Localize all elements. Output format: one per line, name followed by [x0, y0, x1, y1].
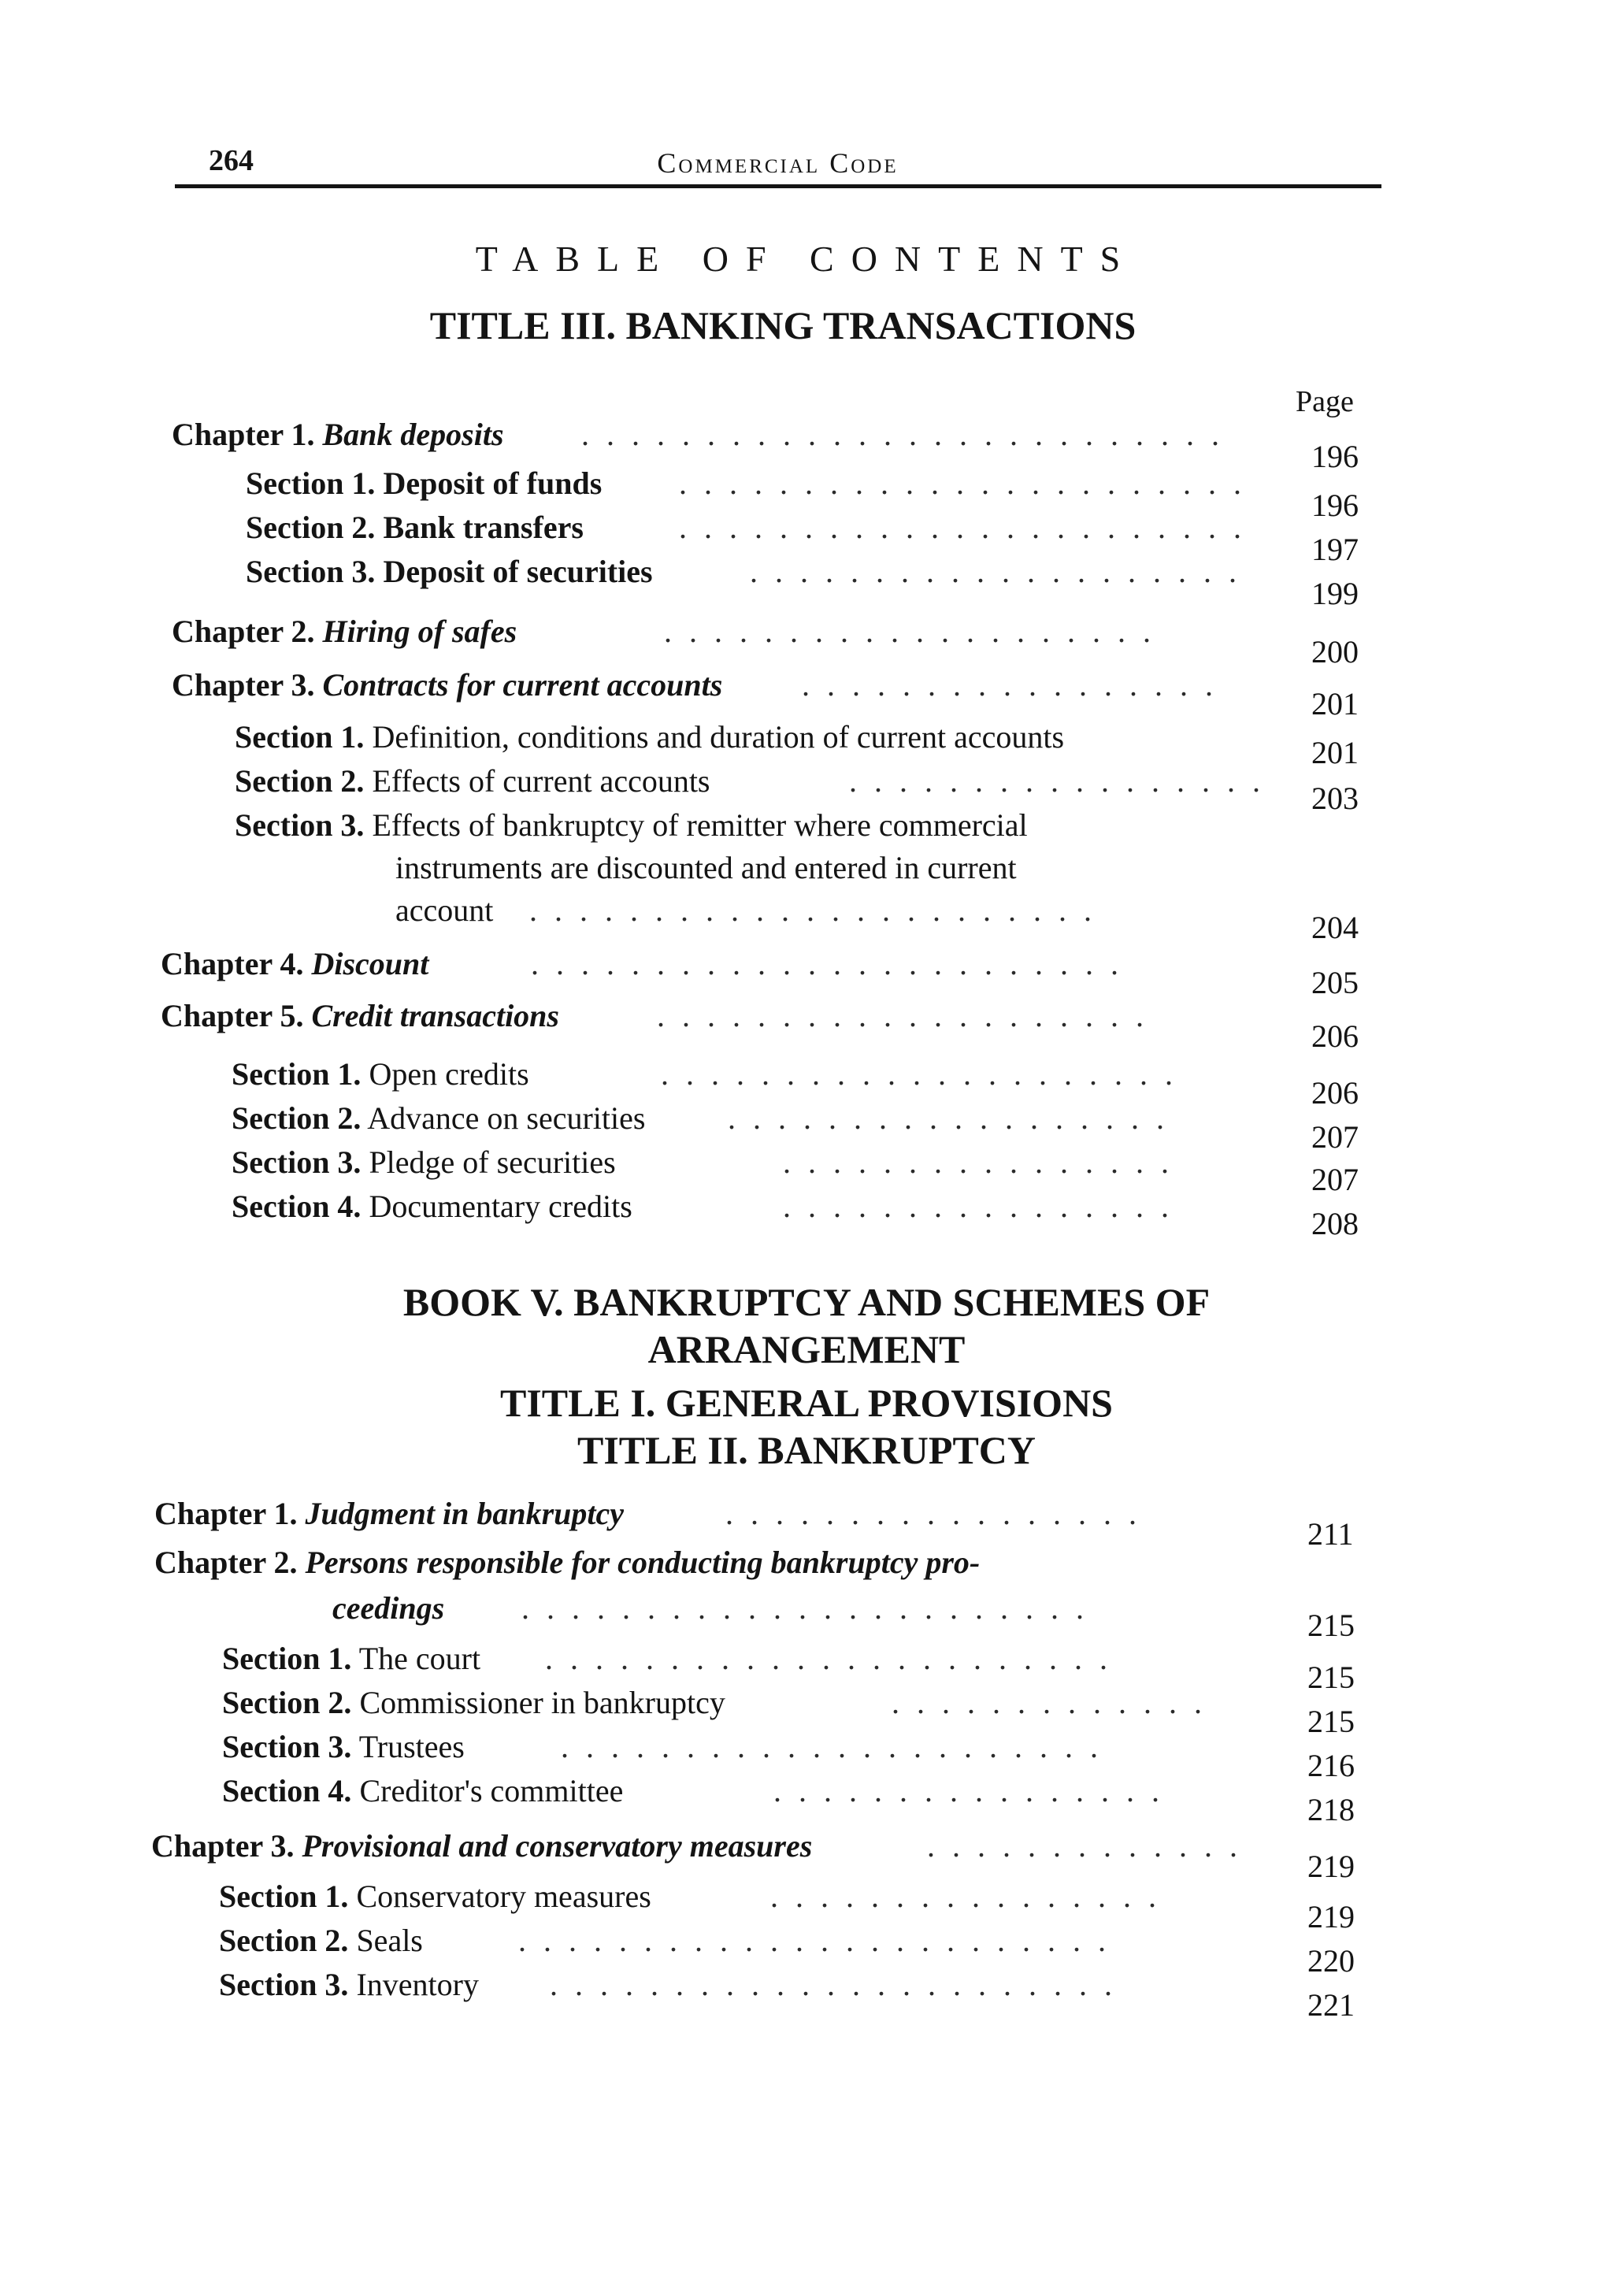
- title-heading-bankruptcy: TITLE II. BANKRUPTCY: [577, 1428, 1036, 1472]
- entry-title: Bank deposits: [322, 417, 504, 452]
- entry-title: Advance on securities: [367, 1100, 646, 1136]
- entry-kind: Chapter 3.: [151, 1828, 295, 1864]
- entry-title: Documentary credits: [369, 1189, 632, 1224]
- entry-kind: Chapter 2.: [172, 614, 315, 649]
- dot-leader: . . . . . . . . . . . . . . . . . . . . . . . . . .: [581, 417, 1224, 452]
- entry-kind: Section 3.: [232, 1144, 362, 1180]
- dot-leader: . . . . . . . . . . . . . . . . . . . . . . .: [550, 1967, 1117, 2002]
- dot-leader: . . . . . . . . . . . . . . . . . . . . .: [661, 1056, 1177, 1092]
- dot-leader: . . . . . . . . . . . . . . . .: [783, 1189, 1174, 1224]
- entry-kind: Section 1.: [219, 1879, 349, 1914]
- entry-title: Effects of current accounts: [372, 763, 710, 799]
- dot-leader: . . . . . . . . . . . . . . . . . . . . . . . .: [531, 946, 1123, 981]
- entry-title: Deposit of securities: [383, 554, 653, 589]
- entry-kind: Chapter 1.: [172, 417, 315, 452]
- dot-leader: . . . . . . . . . . . . . . . . .: [802, 667, 1218, 703]
- entry-page-number: 211: [1307, 1516, 1354, 1552]
- entry-title: Definition, conditions and duration of current accounts: [372, 719, 1065, 755]
- entry-title: Bank transfers: [383, 510, 584, 545]
- entry-kind: Chapter 1.: [154, 1496, 298, 1531]
- entry-title: Creditor's committee: [359, 1773, 624, 1808]
- running-head: [173, 140, 1382, 187]
- entry-page-number: 203: [1311, 781, 1359, 816]
- dot-leader: . . . . . . . . . . . . . . . .: [770, 1879, 1161, 1914]
- entry-page-number: 220: [1307, 1943, 1355, 1979]
- entry-title: The court: [358, 1641, 481, 1676]
- dot-leader: . . . . . . . . . . . . . . . . . . . . . . .: [679, 510, 1246, 545]
- dot-leader: . . . . . . . . . . . . . . . . . . . . . .: [561, 1729, 1103, 1764]
- dot-leader: . . . . . . . . . . . . . . . . . .: [728, 1100, 1169, 1136]
- page-number: 264: [209, 144, 254, 177]
- entry-kind: Section 3.: [235, 807, 365, 843]
- entry-page-number: 206: [1311, 1018, 1359, 1054]
- entry-kind: Section 4.: [232, 1189, 362, 1224]
- entry-title: Deposit of funds: [383, 466, 603, 501]
- dot-leader: . . . . . . . . . . . . . . . . . . . . . . .: [679, 466, 1246, 501]
- dot-leader: . . . . . . . . . . . . . . . . .: [849, 763, 1265, 799]
- entry-kind: Section 2.: [219, 1923, 349, 1958]
- entry-title: Provisional and conservatory measures: [302, 1828, 813, 1864]
- entry-page-number: 215: [1307, 1704, 1355, 1739]
- entry-title: Judgment in bankruptcy: [305, 1496, 624, 1531]
- entry-title: Effects of bankruptcy of remitter where commercial: [372, 807, 1028, 843]
- entry-page-number: 215: [1307, 1608, 1355, 1643]
- toc-heading: TABLE OF CONTENTS: [475, 239, 1138, 279]
- entry-title-continued: instruments are discounted and entered in current: [395, 850, 1017, 885]
- entry-page-number: 207: [1311, 1162, 1359, 1197]
- entry-kind: Section 1.: [222, 1641, 352, 1676]
- dot-leader: . . . . . . . . . . . . .: [927, 1828, 1242, 1864]
- entry-kind: Section 2.: [232, 1100, 362, 1136]
- entry-page-number: 201: [1311, 735, 1359, 770]
- entry-kind: Section 1.: [246, 466, 376, 501]
- entry-kind: Section 1.: [232, 1056, 362, 1092]
- entry-page-number: 196: [1311, 488, 1359, 523]
- entry-title: Inventory: [356, 1967, 479, 2002]
- entry-title: Discount: [311, 946, 429, 981]
- dot-leader: . . . . . . . . . . . . . . . . . . . . . . .: [545, 1641, 1112, 1676]
- entry-title: Commissioner in bankruptcy: [359, 1685, 725, 1720]
- entry-title-continued: ceedings: [332, 1590, 445, 1626]
- entry-kind: Section 2.: [235, 763, 365, 799]
- entry-kind: Section 3.: [222, 1729, 352, 1764]
- dot-leader: . . . . . . . . . . . . .: [892, 1685, 1207, 1720]
- entry-title: Pledge of securities: [369, 1144, 616, 1180]
- entry-kind: Section 1.: [235, 719, 365, 755]
- entry-kind: Section 2.: [246, 510, 376, 545]
- entry-page-number: 208: [1311, 1206, 1359, 1241]
- entry-kind: Chapter 4.: [161, 946, 304, 981]
- entry-page-number: 219: [1307, 1899, 1355, 1934]
- book-heading-line1: BOOK V. BANKRUPTCY AND SCHEMES OF: [402, 1280, 1211, 1324]
- entry-page-number: 215: [1307, 1660, 1355, 1695]
- entry-kind: Chapter 5.: [161, 998, 304, 1033]
- dot-leader: . . . . . . . . . . . . . . . . . . . . . . .: [521, 1590, 1088, 1626]
- entry-kind: Chapter 3.: [172, 667, 315, 703]
- dot-leader: . . . . . . . . . . . . . . . . . . . . . . .: [529, 892, 1096, 928]
- entry-title: Open credits: [369, 1056, 529, 1092]
- entry-kind: Section 3.: [219, 1967, 349, 2002]
- entry-page-number: 196: [1311, 439, 1359, 474]
- entry-title: Contracts for current accounts: [322, 667, 723, 703]
- dot-leader: . . . . . . . . . . . . . . . . . . . .: [657, 998, 1148, 1033]
- dot-leader: . . . . . . . . . . . . . . . . .: [725, 1496, 1141, 1531]
- entry-title: Persons responsible for conducting bankruptcy pro-: [305, 1545, 981, 1580]
- entry-title: Conservatory measures: [356, 1879, 651, 1914]
- entry-page-number: 221: [1307, 1987, 1355, 2023]
- entry-page-number: 199: [1311, 576, 1359, 611]
- entry-title: Seals: [356, 1923, 423, 1958]
- page-column-label: Page: [1296, 385, 1354, 418]
- header-rule: [175, 184, 1381, 188]
- entry-page-number: 197: [1311, 532, 1359, 567]
- entry-page-number: 218: [1307, 1792, 1355, 1827]
- entry-page-number: 205: [1311, 965, 1359, 1000]
- entry-page-number: 207: [1311, 1119, 1359, 1155]
- dot-leader: . . . . . . . . . . . . . . . . . . . .: [750, 554, 1241, 589]
- entry-page-number: 206: [1311, 1075, 1359, 1111]
- dot-leader: . . . . . . . . . . . . . . . . . . . . . . . .: [518, 1923, 1111, 1958]
- entry-kind: Section 4.: [222, 1773, 352, 1808]
- dot-leader: . . . . . . . . . . . . . . . .: [773, 1773, 1164, 1808]
- entry-title: Credit transactions: [311, 998, 559, 1033]
- title-heading: TITLE III. BANKING TRANSACTIONS: [429, 303, 1137, 347]
- entry-title: Trustees: [358, 1729, 465, 1764]
- book-heading-line2: ARRANGEMENT: [647, 1327, 966, 1371]
- entry-kind: Chapter 2.: [154, 1545, 298, 1580]
- title-heading-general: TITLE I. GENERAL PROVISIONS: [499, 1381, 1113, 1425]
- running-title: Commercial Code: [657, 147, 899, 179]
- entry-kind: Section 2.: [222, 1685, 352, 1720]
- entry-page-number: 204: [1311, 910, 1359, 945]
- entry-page-number: 219: [1307, 1849, 1355, 1884]
- entry-kind: Section 3.: [246, 554, 376, 589]
- entry-title: Hiring of safes: [322, 614, 517, 649]
- entry-title-continued: account: [395, 892, 494, 928]
- dot-leader: . . . . . . . . . . . . . . . . . . . .: [664, 614, 1155, 649]
- entry-page-number: 216: [1307, 1748, 1355, 1783]
- dot-leader: . . . . . . . . . . . . . . . .: [783, 1144, 1174, 1180]
- entry-page-number: 200: [1311, 634, 1359, 670]
- entry-page-number: 201: [1311, 686, 1359, 721]
